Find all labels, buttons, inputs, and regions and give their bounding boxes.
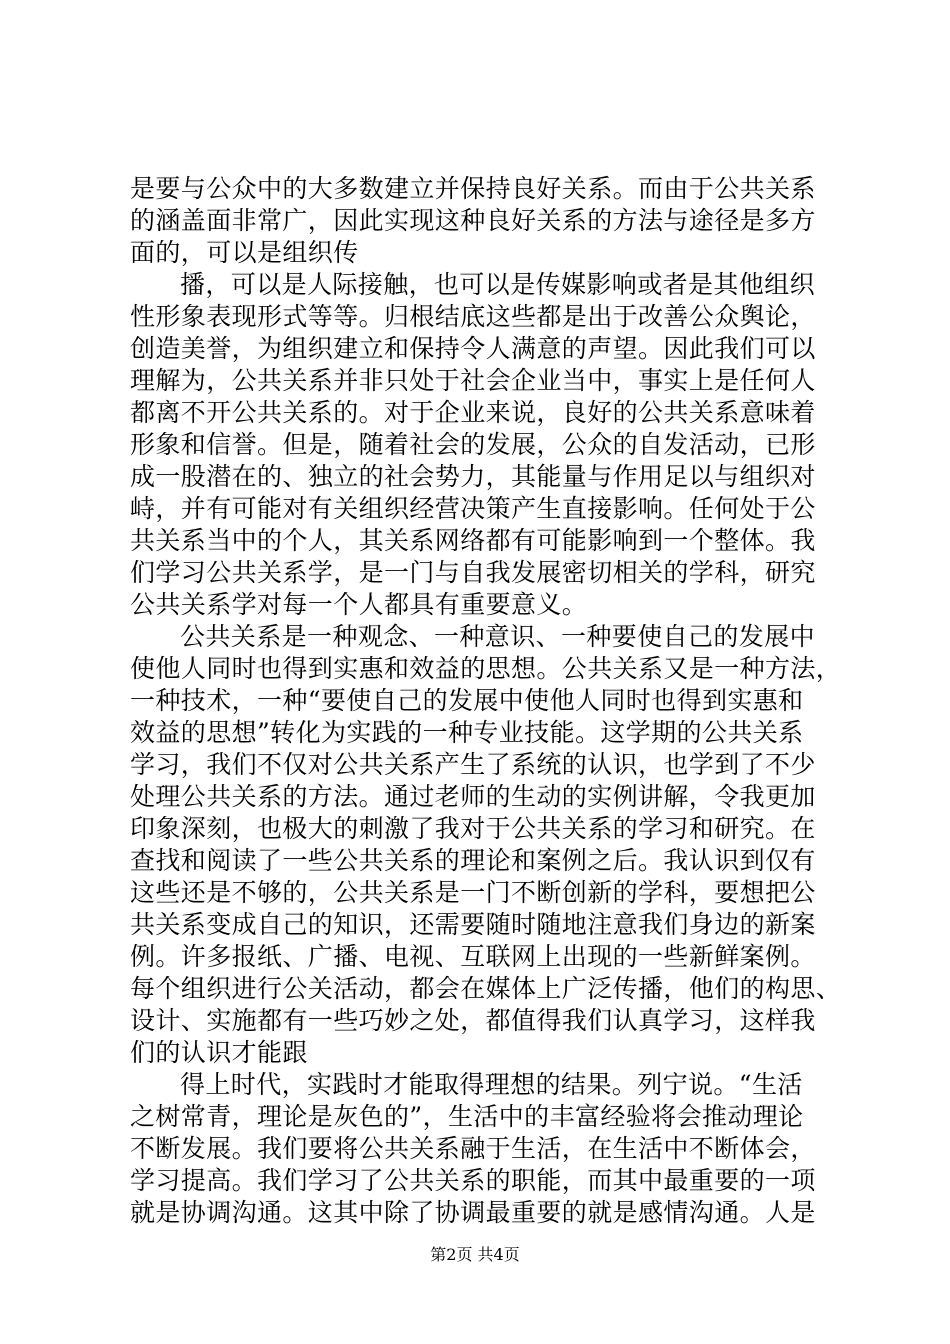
text-line: 理解为，公共关系并非只处于社会企业当中，事实上是任何人	[130, 366, 816, 395]
text-line: 创造美誉，为组织建立和保持令人满意的声望。因此我们可以	[130, 334, 816, 363]
text-line: 公共关系是一种观念、一种意识、一种要使自己的发展中	[180, 622, 816, 651]
text-line: 效益的思想”转化为实践的一种专业技能。这学期的公共关系	[130, 718, 804, 747]
text-line: 这些还是不够的，公共关系是一门不断创新的学科，要想把公	[130, 878, 816, 907]
text-line: 得上时代，实践时才能取得理想的结果。列宁说。“生活	[180, 1070, 803, 1099]
text-line: 不断发展。我们要将公共关系融于生活，在生活中不断体会，	[130, 1134, 816, 1163]
text-line: 形象和信誉。但是，随着社会的发展，公众的自发活动，已形	[130, 430, 816, 459]
text-line: 峙，并有可能对有关组织经营决策产生直接影响。任何处于公	[130, 494, 816, 523]
text-line: 都离不开公共关系的。对于企业来说，良好的公共关系意味着	[130, 398, 816, 427]
text-line: 每个组织进行公关活动，都会在媒体上广泛传播，他们的构思、	[130, 974, 842, 1003]
text-line: 是要与公众中的大多数建立并保持良好关系。而由于公共关系	[130, 174, 816, 203]
text-line: 面的，可以是组织传	[130, 238, 359, 267]
text-line: 查找和阅读了一些公共关系的理论和案例之后。我认识到仅有	[130, 846, 816, 875]
text-line: 使他人同时也得到实惠和效益的思想。公共关系又是一种方法，	[130, 654, 842, 683]
text-line: 学习提高。我们学习了公共关系的职能，而其中最重要的一项	[130, 1166, 816, 1195]
text-line: 例。许多报纸、广播、电视、互联网上出现的一些新鲜案例。	[130, 942, 816, 971]
text-line: 印象深刻，也极大的刺激了我对于公共关系的学习和研究。在	[130, 814, 816, 843]
text-line: 共关系当中的个人，其关系网络都有可能影响到一个整体。我	[130, 526, 816, 555]
text-line: 共关系变成自己的知识，还需要随时随地注意我们身边的新案	[130, 910, 816, 939]
text-line: 播，可以是人际接触，也可以是传媒影响或者是其他组织	[180, 270, 816, 299]
text-line: 们学习公共关系学，是一门与自我发展密切相关的学科，研究	[130, 558, 816, 587]
text-line: 学习，我们不仅对公共关系产生了系统的认识，也学到了不少	[130, 750, 816, 779]
text-line: 成一股潜在的、独立的社会势力，其能量与作用足以与组织对	[130, 462, 816, 491]
text-line: 一种技术，一种“要使自己的发展中使他人同时也得到实惠和	[130, 686, 804, 715]
page-footer: 第2页 共4页	[430, 1245, 520, 1264]
text-line: 之树常青，理论是灰色的”，生活中的丰富经验将会推动理论	[130, 1102, 804, 1131]
text-line: 公共关系学对每一个人都具有重要意义。	[130, 590, 588, 619]
body-text	[130, 173, 842, 1229]
text-line: 的涵盖面非常广，因此实现这种良好关系的方法与途径是多方	[130, 206, 816, 235]
text-line: 就是协调沟通。这其中除了协调最重要的就是感情沟通。人是	[130, 1198, 816, 1227]
text-line: 处理公共关系的方法。通过老师的生动的实例讲解，令我更加	[130, 782, 816, 811]
text-line: 设计、实施都有一些巧妙之处，都值得我们认真学习，这样我	[130, 1006, 816, 1035]
text-line: 性形象表现形式等等。归根结底这些都是出于改善公众舆论，	[130, 302, 816, 331]
text-line: 们的认识才能跟	[130, 1038, 308, 1067]
